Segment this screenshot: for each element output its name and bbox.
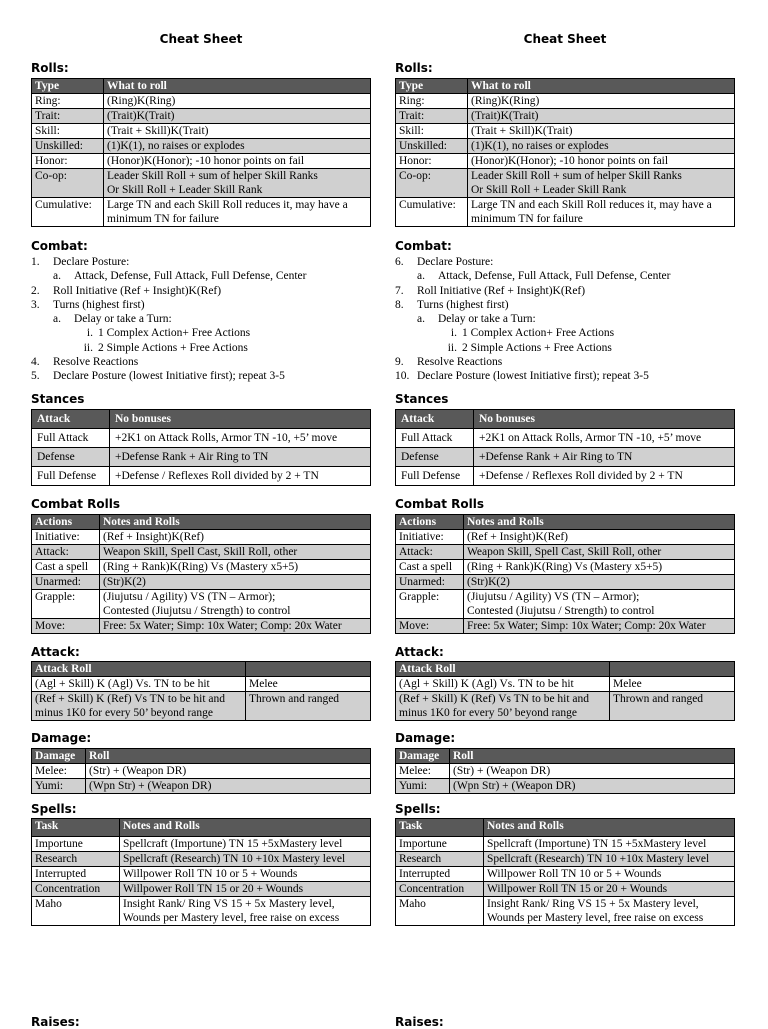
table-row	[396, 124, 735, 139]
table-header-row	[32, 819, 371, 837]
column-header: No bonuses	[110, 410, 371, 429]
rolls-table	[395, 78, 735, 227]
table-row	[32, 124, 371, 139]
list-text: Resolve Reactions	[417, 356, 503, 369]
roll-type: Co-op:	[32, 169, 104, 198]
damage-roll: (Str) + (Weapon DR)	[86, 764, 371, 779]
list-marker: i.	[86, 327, 93, 340]
column-header: Attack	[396, 410, 474, 429]
spell-task: Interrupted	[32, 867, 120, 882]
list-item	[395, 312, 735, 326]
roll-type: Trait:	[396, 109, 468, 124]
action-name: Grapple:	[396, 590, 464, 619]
table-row	[32, 545, 371, 560]
list-item	[395, 255, 735, 269]
table-row	[32, 837, 371, 852]
action-notes: (Jiujutsu / Agility) VS (TN – Armor); Contested (Jiujutsu / Strength) to control	[464, 590, 735, 619]
action-notes: (Ring + Rank)K(Ring) Vs (Mastery x5+5)	[100, 560, 371, 575]
action-notes: Free: 5x Water; Simp: 10x Water; Comp: 20x Water	[100, 619, 371, 634]
attack-type: Thrown and ranged	[246, 692, 371, 721]
table-header-row	[396, 515, 735, 530]
table-row	[396, 94, 735, 109]
roll-formula: (Trait)K(Trait)	[468, 109, 735, 124]
section-heading-attack: Attack:	[31, 645, 80, 659]
table-row	[396, 779, 735, 794]
section-heading-stances: Stances	[395, 392, 449, 406]
table-row	[396, 429, 735, 448]
list-marker: 4.	[31, 356, 40, 369]
attack-type: Thrown and ranged	[610, 692, 735, 721]
column-header: No bonuses	[474, 410, 735, 429]
list-text: Delay or take a Turn:	[438, 313, 536, 326]
table-row	[396, 590, 735, 619]
list-text: Roll Initiative (Ref + Insight)K(Ref)	[417, 284, 586, 297]
roll-formula: (Ring)K(Ring)	[468, 94, 735, 109]
spell-notes: Insight Rank/ Ring VS 15 + 5x Mastery level, Wounds per Mastery level, free raise on excess	[484, 897, 735, 926]
spell-task: Research	[32, 852, 120, 867]
section-heading-raises: Raises:	[31, 1015, 80, 1029]
column-header: Notes and Rolls	[484, 819, 735, 837]
spell-notes: Willpower Roll TN 10 or 5 + Wounds	[484, 867, 735, 882]
list-marker: 3.	[31, 298, 40, 311]
section-heading-damage: Damage:	[395, 731, 456, 745]
table-header-row	[396, 410, 735, 429]
table-row	[32, 429, 371, 448]
table-row	[396, 109, 735, 124]
section-heading-spells: Spells:	[31, 802, 77, 816]
spell-task: Importune	[32, 837, 120, 852]
list-item	[395, 284, 735, 298]
list-text: Delay or take a Turn:	[74, 313, 172, 326]
table-header-row	[32, 79, 371, 94]
damage-table	[395, 748, 735, 794]
list-marker: 8.	[395, 298, 404, 311]
list-item	[395, 326, 735, 340]
roll-formula: Leader Skill Roll + sum of helper Skill Ranks Or Skill Roll + Leader Skill Rank	[104, 169, 371, 198]
table-header-row	[32, 515, 371, 530]
stance-effect: +2K1 on Attack Rolls, Armor TN -10, +5’ move	[474, 429, 735, 448]
list-item	[31, 269, 371, 283]
stance-name: Full Defense	[396, 467, 474, 486]
action-notes: (Ref + Insight)K(Ref)	[100, 530, 371, 545]
table-row	[32, 530, 371, 545]
spell-notes: Willpower Roll TN 15 or 20 + Wounds	[484, 882, 735, 897]
list-item	[31, 355, 371, 369]
column-header-empty	[610, 662, 735, 677]
roll-formula: (Ring)K(Ring)	[104, 94, 371, 109]
list-item	[395, 269, 735, 283]
action-name: Cast a spell	[396, 560, 464, 575]
attack-roll: (Agl + Skill) K (Agl) Vs. TN to be hit	[396, 677, 610, 692]
list-marker: 6.	[395, 256, 404, 268]
table-row	[396, 677, 735, 692]
combat-rolls-table	[395, 514, 735, 634]
table-row	[396, 882, 735, 897]
spells-table	[31, 818, 371, 926]
column-header: Type	[32, 79, 104, 94]
action-name: Move:	[396, 619, 464, 634]
stance-name: Full Attack	[32, 429, 110, 448]
column-header: Type	[396, 79, 468, 94]
combat-steps-list	[31, 255, 371, 384]
column-header: Actions	[32, 515, 100, 530]
list-item	[31, 255, 371, 269]
roll-type: Trait:	[32, 109, 104, 124]
damage-table	[31, 748, 371, 794]
damage-roll: (Str) + (Weapon DR)	[450, 764, 735, 779]
roll-type: Ring:	[32, 94, 104, 109]
table-row	[32, 109, 371, 124]
column-header: Damage	[396, 749, 450, 764]
list-text: Attack, Defense, Full Attack, Full Defense, Center	[74, 270, 307, 283]
column-header: Attack Roll	[32, 662, 246, 677]
table-header-row	[32, 749, 371, 764]
table-row	[32, 467, 371, 486]
table-row	[396, 448, 735, 467]
table-row	[396, 852, 735, 867]
roll-type: Honor:	[32, 154, 104, 169]
roll-type: Cumulative:	[396, 198, 468, 227]
action-notes: Weapon Skill, Spell Cast, Skill Roll, other	[464, 545, 735, 560]
table-row	[32, 897, 371, 926]
column-header: Task	[396, 819, 484, 837]
spell-notes: Insight Rank/ Ring VS 15 + 5x Mastery level, Wounds per Mastery level, free raise on excess	[120, 897, 371, 926]
table-row	[396, 692, 735, 721]
table-row	[32, 139, 371, 154]
table-row	[32, 677, 371, 692]
action-name: Grapple:	[32, 590, 100, 619]
action-name: Attack:	[32, 545, 100, 560]
list-marker: i.	[450, 327, 457, 340]
attack-type: Melee	[610, 677, 735, 692]
section-heading-combat-rolls: Combat Rolls	[31, 497, 121, 511]
roll-formula: Leader Skill Roll + sum of helper Skill Ranks Or Skill Roll + Leader Skill Rank	[468, 169, 735, 198]
roll-type: Unskilled:	[32, 139, 104, 154]
stance-name: Defense	[396, 448, 474, 467]
list-marker: 7.	[395, 284, 404, 297]
attack-roll: (Agl + Skill) K (Agl) Vs. TN to be hit	[32, 677, 246, 692]
table-row	[396, 619, 735, 634]
roll-formula: (Honor)K(Honor); -10 honor points on fail	[104, 154, 371, 169]
roll-formula: Large TN and each Skill Roll reduces it, may have a minimum TN for failure	[104, 198, 371, 227]
list-item	[31, 369, 371, 383]
spell-task: Maho	[396, 897, 484, 926]
list-item	[31, 298, 371, 312]
table-row	[396, 897, 735, 926]
stance-effect: +Defense Rank + Air Ring to TN	[474, 448, 735, 467]
list-text: 2 Simple Actions + Free Actions	[98, 341, 248, 354]
column-header: Attack	[32, 410, 110, 429]
action-notes: (Str)K(2)	[464, 575, 735, 590]
column-header: Roll	[86, 749, 371, 764]
stance-name: Full Defense	[32, 467, 110, 486]
column-header: Notes and Rolls	[464, 515, 735, 530]
list-item	[31, 326, 371, 340]
column-header: Actions	[396, 515, 464, 530]
table-row	[32, 852, 371, 867]
column-header: What to roll	[468, 79, 735, 94]
roll-formula: (1)K(1), no raises or explodes	[104, 139, 371, 154]
table-row	[32, 692, 371, 721]
table-row	[396, 764, 735, 779]
column-header: Roll	[450, 749, 735, 764]
list-marker: a.	[417, 270, 425, 283]
table-row	[396, 139, 735, 154]
table-header-row	[396, 749, 735, 764]
section-heading-attack: Attack:	[395, 645, 444, 659]
attack-roll: (Ref + Skill) K (Ref) Vs TN to be hit and minus 1K0 for every 50’ beyond range	[32, 692, 246, 721]
spell-task: Importune	[396, 837, 484, 852]
action-name: Unarmed:	[396, 575, 464, 590]
table-row	[32, 448, 371, 467]
list-marker: 10.	[395, 370, 410, 383]
table-header-row	[396, 819, 735, 837]
table-header-row	[32, 662, 371, 677]
action-notes: (Jiujutsu / Agility) VS (TN – Armor); Contested (Jiujutsu / Strength) to control	[100, 590, 371, 619]
spell-notes: Willpower Roll TN 10 or 5 + Wounds	[120, 867, 371, 882]
list-text: Declare Posture:	[53, 256, 130, 268]
stance-effect: +Defense / Reflexes Roll divided by 2 + TN	[474, 467, 735, 486]
list-text: 1 Complex Action+ Free Actions	[462, 327, 615, 340]
roll-type: Skill:	[396, 124, 468, 139]
action-name: Move:	[32, 619, 100, 634]
spell-notes: Spellcraft (Research) TN 10 +10x Mastery level	[484, 852, 735, 867]
stance-effect: +2K1 on Attack Rolls, Armor TN -10, +5’ move	[110, 429, 371, 448]
attack-table	[395, 661, 735, 721]
section-heading-rolls: Rolls:	[395, 61, 433, 75]
list-marker: ii.	[447, 341, 457, 354]
table-row	[32, 154, 371, 169]
roll-formula: (Honor)K(Honor); -10 honor points on fail	[468, 154, 735, 169]
roll-type: Co-op:	[396, 169, 468, 198]
table-row	[32, 882, 371, 897]
page-title: Cheat Sheet	[523, 32, 607, 46]
section-heading-damage: Damage:	[31, 731, 92, 745]
table-row	[396, 837, 735, 852]
list-item	[395, 341, 735, 355]
table-row	[32, 169, 371, 198]
list-text: Roll Initiative (Ref + Insight)K(Ref)	[53, 284, 222, 297]
section-heading-rolls: Rolls:	[31, 61, 69, 75]
attack-table	[31, 661, 371, 721]
spell-notes: Spellcraft (Research) TN 10 +10x Mastery level	[120, 852, 371, 867]
column-header: Task	[32, 819, 120, 837]
table-row	[32, 764, 371, 779]
combat-steps-list	[395, 255, 735, 384]
roll-type: Ring:	[396, 94, 468, 109]
combat-rolls-table	[31, 514, 371, 634]
table-row	[396, 467, 735, 486]
spell-notes: Spellcraft (Importune) TN 15 +5xMastery level	[120, 837, 371, 852]
spell-task: Interrupted	[396, 867, 484, 882]
damage-roll: (Wpn Str) + (Weapon DR)	[86, 779, 371, 794]
list-marker: a.	[417, 313, 425, 326]
table-row	[396, 530, 735, 545]
spell-notes: Willpower Roll TN 15 or 20 + Wounds	[120, 882, 371, 897]
action-name: Attack:	[396, 545, 464, 560]
list-text: 1 Complex Action+ Free Actions	[98, 327, 251, 340]
list-item	[31, 312, 371, 326]
table-row	[396, 560, 735, 575]
damage-type: Melee:	[396, 764, 450, 779]
spell-task: Concentration	[396, 882, 484, 897]
section-heading-raises: Raises:	[395, 1015, 444, 1029]
section-heading-combat: Combat:	[31, 239, 88, 253]
list-text: 2 Simple Actions + Free Actions	[462, 341, 612, 354]
roll-type: Cumulative:	[32, 198, 104, 227]
table-row	[396, 169, 735, 198]
list-marker: a.	[53, 270, 61, 283]
table-header-row	[396, 79, 735, 94]
spell-task: Research	[396, 852, 484, 867]
page-title: Cheat Sheet	[159, 32, 243, 46]
table-header-row	[396, 662, 735, 677]
list-item	[31, 341, 371, 355]
table-row	[32, 619, 371, 634]
attack-roll: (Ref + Skill) K (Ref) Vs TN to be hit and minus 1K0 for every 50’ beyond range	[396, 692, 610, 721]
table-row	[396, 198, 735, 227]
section-heading-stances: Stances	[31, 392, 85, 406]
list-text: Turns (highest first)	[417, 298, 509, 311]
list-marker: a.	[53, 313, 61, 326]
list-marker: ii.	[83, 341, 93, 354]
stance-name: Defense	[32, 448, 110, 467]
damage-type: Yumi:	[396, 779, 450, 794]
column-header: Damage	[32, 749, 86, 764]
damage-type: Yumi:	[32, 779, 86, 794]
table-row	[32, 867, 371, 882]
roll-type: Honor:	[396, 154, 468, 169]
column-header-empty	[246, 662, 371, 677]
damage-roll: (Wpn Str) + (Weapon DR)	[450, 779, 735, 794]
action-notes: (Str)K(2)	[100, 575, 371, 590]
list-item	[31, 284, 371, 298]
stances-table	[31, 409, 371, 486]
list-text: Turns (highest first)	[53, 298, 145, 311]
roll-formula: Large TN and each Skill Roll reduces it, may have a minimum TN for failure	[468, 198, 735, 227]
spells-table	[395, 818, 735, 926]
table-row	[396, 154, 735, 169]
list-item	[395, 355, 735, 369]
list-text: Resolve Reactions	[53, 356, 139, 369]
action-notes: Free: 5x Water; Simp: 10x Water; Comp: 20x Water	[464, 619, 735, 634]
section-heading-combat-rolls: Combat Rolls	[395, 497, 485, 511]
table-row	[32, 575, 371, 590]
stances-table	[395, 409, 735, 486]
list-item	[395, 369, 735, 383]
table-row	[32, 198, 371, 227]
stance-effect: +Defense / Reflexes Roll divided by 2 + TN	[110, 467, 371, 486]
roll-formula: (Trait + Skill)K(Trait)	[468, 124, 735, 139]
table-row	[396, 545, 735, 560]
table-row	[396, 575, 735, 590]
attack-type: Melee	[246, 677, 371, 692]
column-header: Notes and Rolls	[120, 819, 371, 837]
action-name: Unarmed:	[32, 575, 100, 590]
section-heading-spells: Spells:	[395, 802, 441, 816]
action-name: Cast a spell	[32, 560, 100, 575]
table-row	[32, 779, 371, 794]
list-marker: 1.	[31, 256, 40, 268]
column-header: What to roll	[104, 79, 371, 94]
spell-task: Maho	[32, 897, 120, 926]
stance-effect: +Defense Rank + Air Ring to TN	[110, 448, 371, 467]
action-notes: (Ref + Insight)K(Ref)	[464, 530, 735, 545]
table-header-row	[32, 410, 371, 429]
stance-name: Full Attack	[396, 429, 474, 448]
action-name: Initiative:	[32, 530, 100, 545]
list-marker: 5.	[31, 370, 40, 383]
list-text: Attack, Defense, Full Attack, Full Defense, Center	[438, 270, 671, 283]
action-notes: Weapon Skill, Spell Cast, Skill Roll, other	[100, 545, 371, 560]
spell-task: Concentration	[32, 882, 120, 897]
list-item	[395, 298, 735, 312]
table-row	[32, 560, 371, 575]
list-text: Declare Posture:	[417, 256, 494, 268]
section-heading-combat: Combat:	[395, 239, 452, 253]
column-header: Notes and Rolls	[100, 515, 371, 530]
list-text: Declare Posture (lowest Initiative first); repeat 3-5	[417, 370, 649, 383]
spell-notes: Spellcraft (Importune) TN 15 +5xMastery level	[484, 837, 735, 852]
roll-type: Unskilled:	[396, 139, 468, 154]
table-row	[396, 867, 735, 882]
list-text: Declare Posture (lowest Initiative first); repeat 3-5	[53, 370, 285, 383]
table-row	[32, 590, 371, 619]
action-notes: (Ring + Rank)K(Ring) Vs (Mastery x5+5)	[464, 560, 735, 575]
roll-formula: (Trait + Skill)K(Trait)	[104, 124, 371, 139]
damage-type: Melee:	[32, 764, 86, 779]
roll-formula: (Trait)K(Trait)	[104, 109, 371, 124]
list-marker: 9.	[395, 356, 404, 369]
roll-type: Skill:	[32, 124, 104, 139]
column-header: Attack Roll	[396, 662, 610, 677]
rolls-table	[31, 78, 371, 227]
table-row	[32, 94, 371, 109]
list-marker: 2.	[31, 284, 40, 297]
roll-formula: (1)K(1), no raises or explodes	[468, 139, 735, 154]
action-name: Initiative:	[396, 530, 464, 545]
